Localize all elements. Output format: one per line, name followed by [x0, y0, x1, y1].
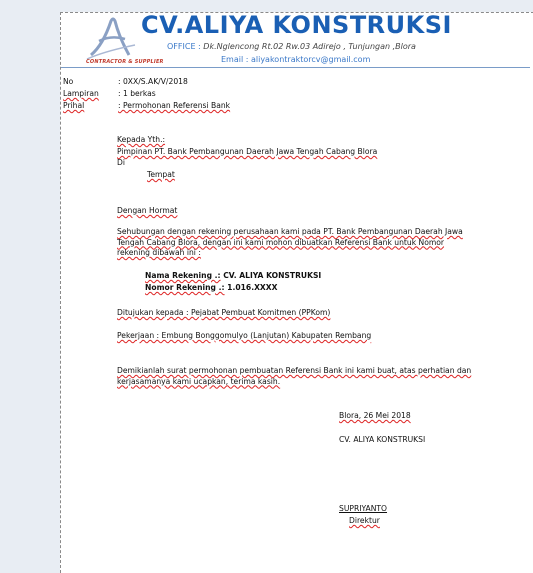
perihal-value: : Permohonan Referensi Bank	[118, 101, 231, 110]
company-name: CV.ALIYA KONSTRUKSI	[141, 11, 452, 39]
job-description: Pekerjaan : Embung Bonggomulyo (Lanjutan) Kabupaten Rembang	[117, 331, 372, 340]
place-date: Blora, 26 Mei 2018	[339, 411, 411, 420]
lampiran-value: : 1 berkas	[118, 89, 156, 98]
document-page[interactable]	[60, 12, 533, 573]
account-name-value: CV. ALIYA KONSTRUKSI	[223, 271, 322, 280]
account-number-value: 1.016.XXXX	[227, 283, 278, 292]
letterhead-divider	[61, 67, 530, 68]
lampiran-label: Lampiran	[63, 89, 99, 98]
paragraph-1-line-3: rekening dibawah ini :	[117, 248, 201, 257]
office-address-text: Dk.Nglencong Rt.02 Rw.03 Adirejo , Tunjungan ,Blora	[203, 42, 416, 51]
account-number-label: Nomor Rekening .:	[145, 283, 225, 292]
perihal-label: Prihal	[63, 101, 85, 110]
company-logo-icon	[85, 15, 141, 61]
office-label: OFFICE :	[167, 42, 204, 51]
signature-company: CV. ALIYA KONSTRUKSI	[339, 435, 426, 444]
closing-line-1: Demikianlah surat permohonan pembuatan Referensi Bank ini kami buat, atas perhatian dan	[117, 366, 472, 375]
signatory-title: Direktur	[349, 516, 380, 525]
recipient-name: Pimpinan PT. Bank Pembangunan Daerah Jawa Tengah Cabang Blora	[117, 147, 378, 156]
salutation: Dengan Hormat	[117, 206, 178, 215]
addressed-to: Ditujukan kepada : Pejabat Pembuat Komitmen (PPKom)	[117, 308, 331, 317]
paragraph-1-line-2: Tengah Cabang Blora, dengan ini kami mohon dibuatkan Referensi Bank untuk Nomor	[117, 237, 445, 247]
no-label: No	[63, 77, 74, 86]
signatory-name: SUPRIYANTO	[339, 504, 388, 513]
no-value: : 0XX/S.AK/V/2018	[118, 77, 188, 86]
paragraph-1-line-1: Sehubungan dengan rekening perusahaan kami pada PT. Bank Pembangunan Daerah Jawa	[117, 227, 463, 236]
account-number-row	[145, 283, 278, 292]
recipient-greeting: Kepada Yth.:	[117, 135, 166, 144]
paragraph-1	[117, 227, 463, 259]
recipient-place: Tempat	[147, 170, 175, 179]
closing-paragraph	[117, 366, 471, 387]
logo-caption: CONTRACTOR & SUPPLIER	[86, 59, 164, 65]
email-line: Email : aliyakontraktorcv@gmail.com	[221, 55, 371, 64]
account-name-row	[145, 271, 321, 280]
closing-line-2: kerjasamanya kami ucapkan, terima kasih.	[117, 376, 281, 386]
office-address	[167, 42, 416, 51]
recipient-di: Di	[117, 158, 125, 167]
account-name-label: Nama Rekening .:	[145, 271, 221, 280]
